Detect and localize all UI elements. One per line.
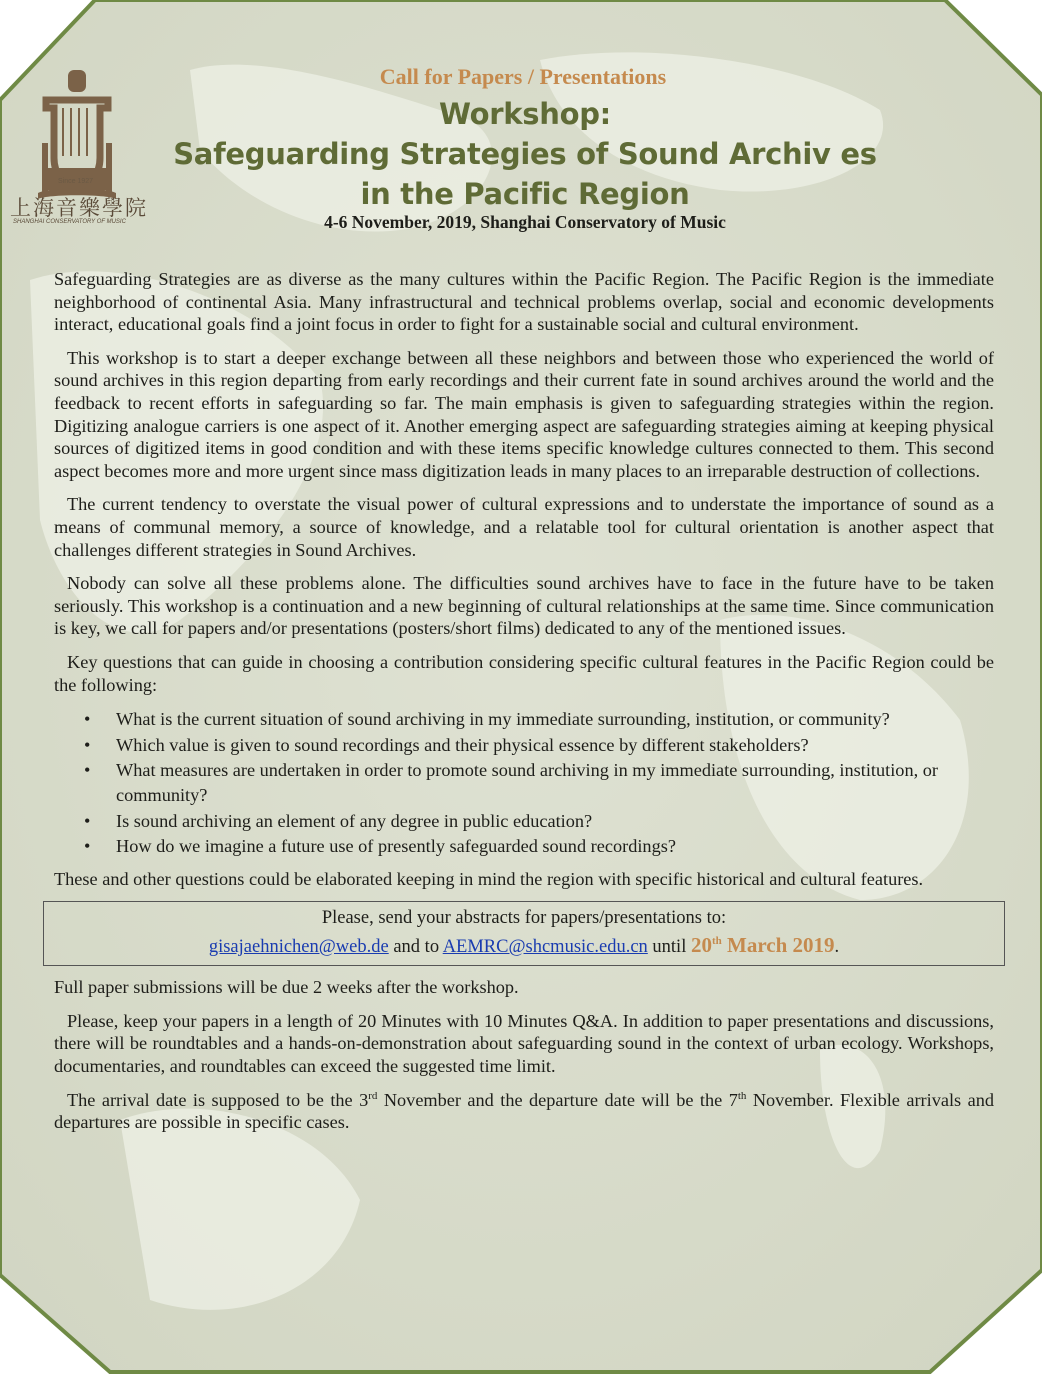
submission-line: Please, send your abstracts for papers/presentations to: bbox=[321, 908, 727, 929]
bullet-icon: • bbox=[84, 709, 91, 730]
paragraph: Full paper submissions will be due 2 weeks after the workshop. bbox=[54, 977, 519, 998]
deadline: 20th March 2019 bbox=[690, 933, 835, 958]
workshop-title bbox=[140, 94, 910, 214]
list-item: • Which value is given to sound recordings and their physical essence by different stakeholders? bbox=[54, 733, 994, 758]
paragraph: Please, keep your papers in a length of 20 Minutes with 10 Minutes Q&A. In addition to paper presentations and discussions, there will be roundtables and a hands-on-demonstration about safeguarding sound in the context of urban ecology. Workshops, documentaries, and roundtables can exceed the suggested time limit. bbox=[54, 1010, 994, 1076]
date-venue: 4-6 November, 2019, Shanghai Conservatory of Music bbox=[324, 212, 726, 232]
email-link[interactable]: AEMRC@shcmusic.edu.cn bbox=[442, 937, 648, 958]
paragraph: Safeguarding Strategies are as diverse as the many cultures within the Pacific Region. The Pacific Region is the immediate neighborhood of continental Asia. Many infrastructural and technical problems overlap, social and economic developments interact, educational goals find a joint focus in order to fight for a sustainable social and cultural environment. bbox=[54, 269, 994, 335]
bullet-icon: • bbox=[84, 810, 91, 831]
email-link[interactable]: gisajaehnichen@web.de bbox=[208, 937, 389, 958]
document-body bbox=[54, 268, 994, 1145]
bullet-icon: • bbox=[84, 734, 91, 755]
paragraph: This workshop is to start a deeper exchange between all these neighbors and between those who experienced the world of sound archives in this region departing from early recordings and their current fate in sound archives around the world and the feedback to recent efforts in safeguarding so far. The main emphasis is given to safeguarding strategies within the region. Digitizing analogue carriers is one aspect of it. Another emerging aspect are safeguarding strategies aiming at keeping physical sources of digitized items in good condition and with these items specific knowledge cultures connected to them. This second aspect becomes more and more urgent since mass digitization leads in many places to an irreparable destruction of collections. bbox=[54, 347, 994, 481]
call-for-papers-heading: Call for Papers / Presentations bbox=[379, 64, 667, 89]
bullet-icon: • bbox=[84, 836, 91, 857]
list-item: • What measures are undertaken in order to promote sound archiving in my immediate surrounding, institution, or community? bbox=[84, 759, 938, 806]
paragraph: The arrival date is supposed to be the 3rd November and the departure date will be the 7th November. Flexible arrivals and departures are possible in specific cases. bbox=[54, 1089, 994, 1133]
logo-chinese-name: 上海音樂學院 bbox=[10, 196, 148, 220]
questions-list bbox=[54, 707, 994, 859]
list-item: • What is the current situation of sound archiving in my immediate surrounding, institution, or community? bbox=[54, 707, 994, 732]
submission-contacts: gisajaehnichen@web.de and to AEMRC@shcmusic.edu.cn until 20th March 2019. bbox=[208, 933, 840, 958]
logo-since: Since 1927 bbox=[58, 178, 94, 185]
title-line: Safeguarding Strategies of Sound Archiv es bbox=[173, 137, 877, 171]
paragraph: These and other questions could be elaborated keeping in mind the region with specific historical and cultural features. bbox=[54, 868, 924, 889]
paragraph: Key questions that can guide in choosing a contribution considering specific cultural features in the Pacific Region could be the following: bbox=[54, 651, 994, 695]
list-item: • Is sound archiving an element of any degree in public education? bbox=[54, 809, 994, 834]
list-item: • How do we imagine a future use of presently safeguarded sound recordings? bbox=[54, 834, 994, 859]
title-line: Workshop: bbox=[439, 97, 611, 131]
paragraph: Nobody can solve all these problems alone. The difficulties sound archives have to face in the future have to be taken seriously. This workshop is a continuation and a new beginning of cultural relationships at the same time. Since communication is key, we call for papers and/or presentations (posters/short films) dedicated to any of the mentioned issues. bbox=[54, 573, 994, 639]
paragraph: The current tendency to overstate the visual power of cultural expressions and to understate the importance of sound as a means of communal memory, a source of knowledge, and a relatable tool for cultural orientation is another aspect that challenges different strategies in Sound Archives. bbox=[54, 494, 994, 560]
bullet-icon: • bbox=[84, 759, 91, 780]
logo-english-name: SHANGHAI CONSERVATORY OF MUSIC bbox=[13, 219, 126, 225]
submission-box bbox=[43, 901, 1005, 966]
title-line: in the Pacific Region bbox=[360, 177, 690, 211]
